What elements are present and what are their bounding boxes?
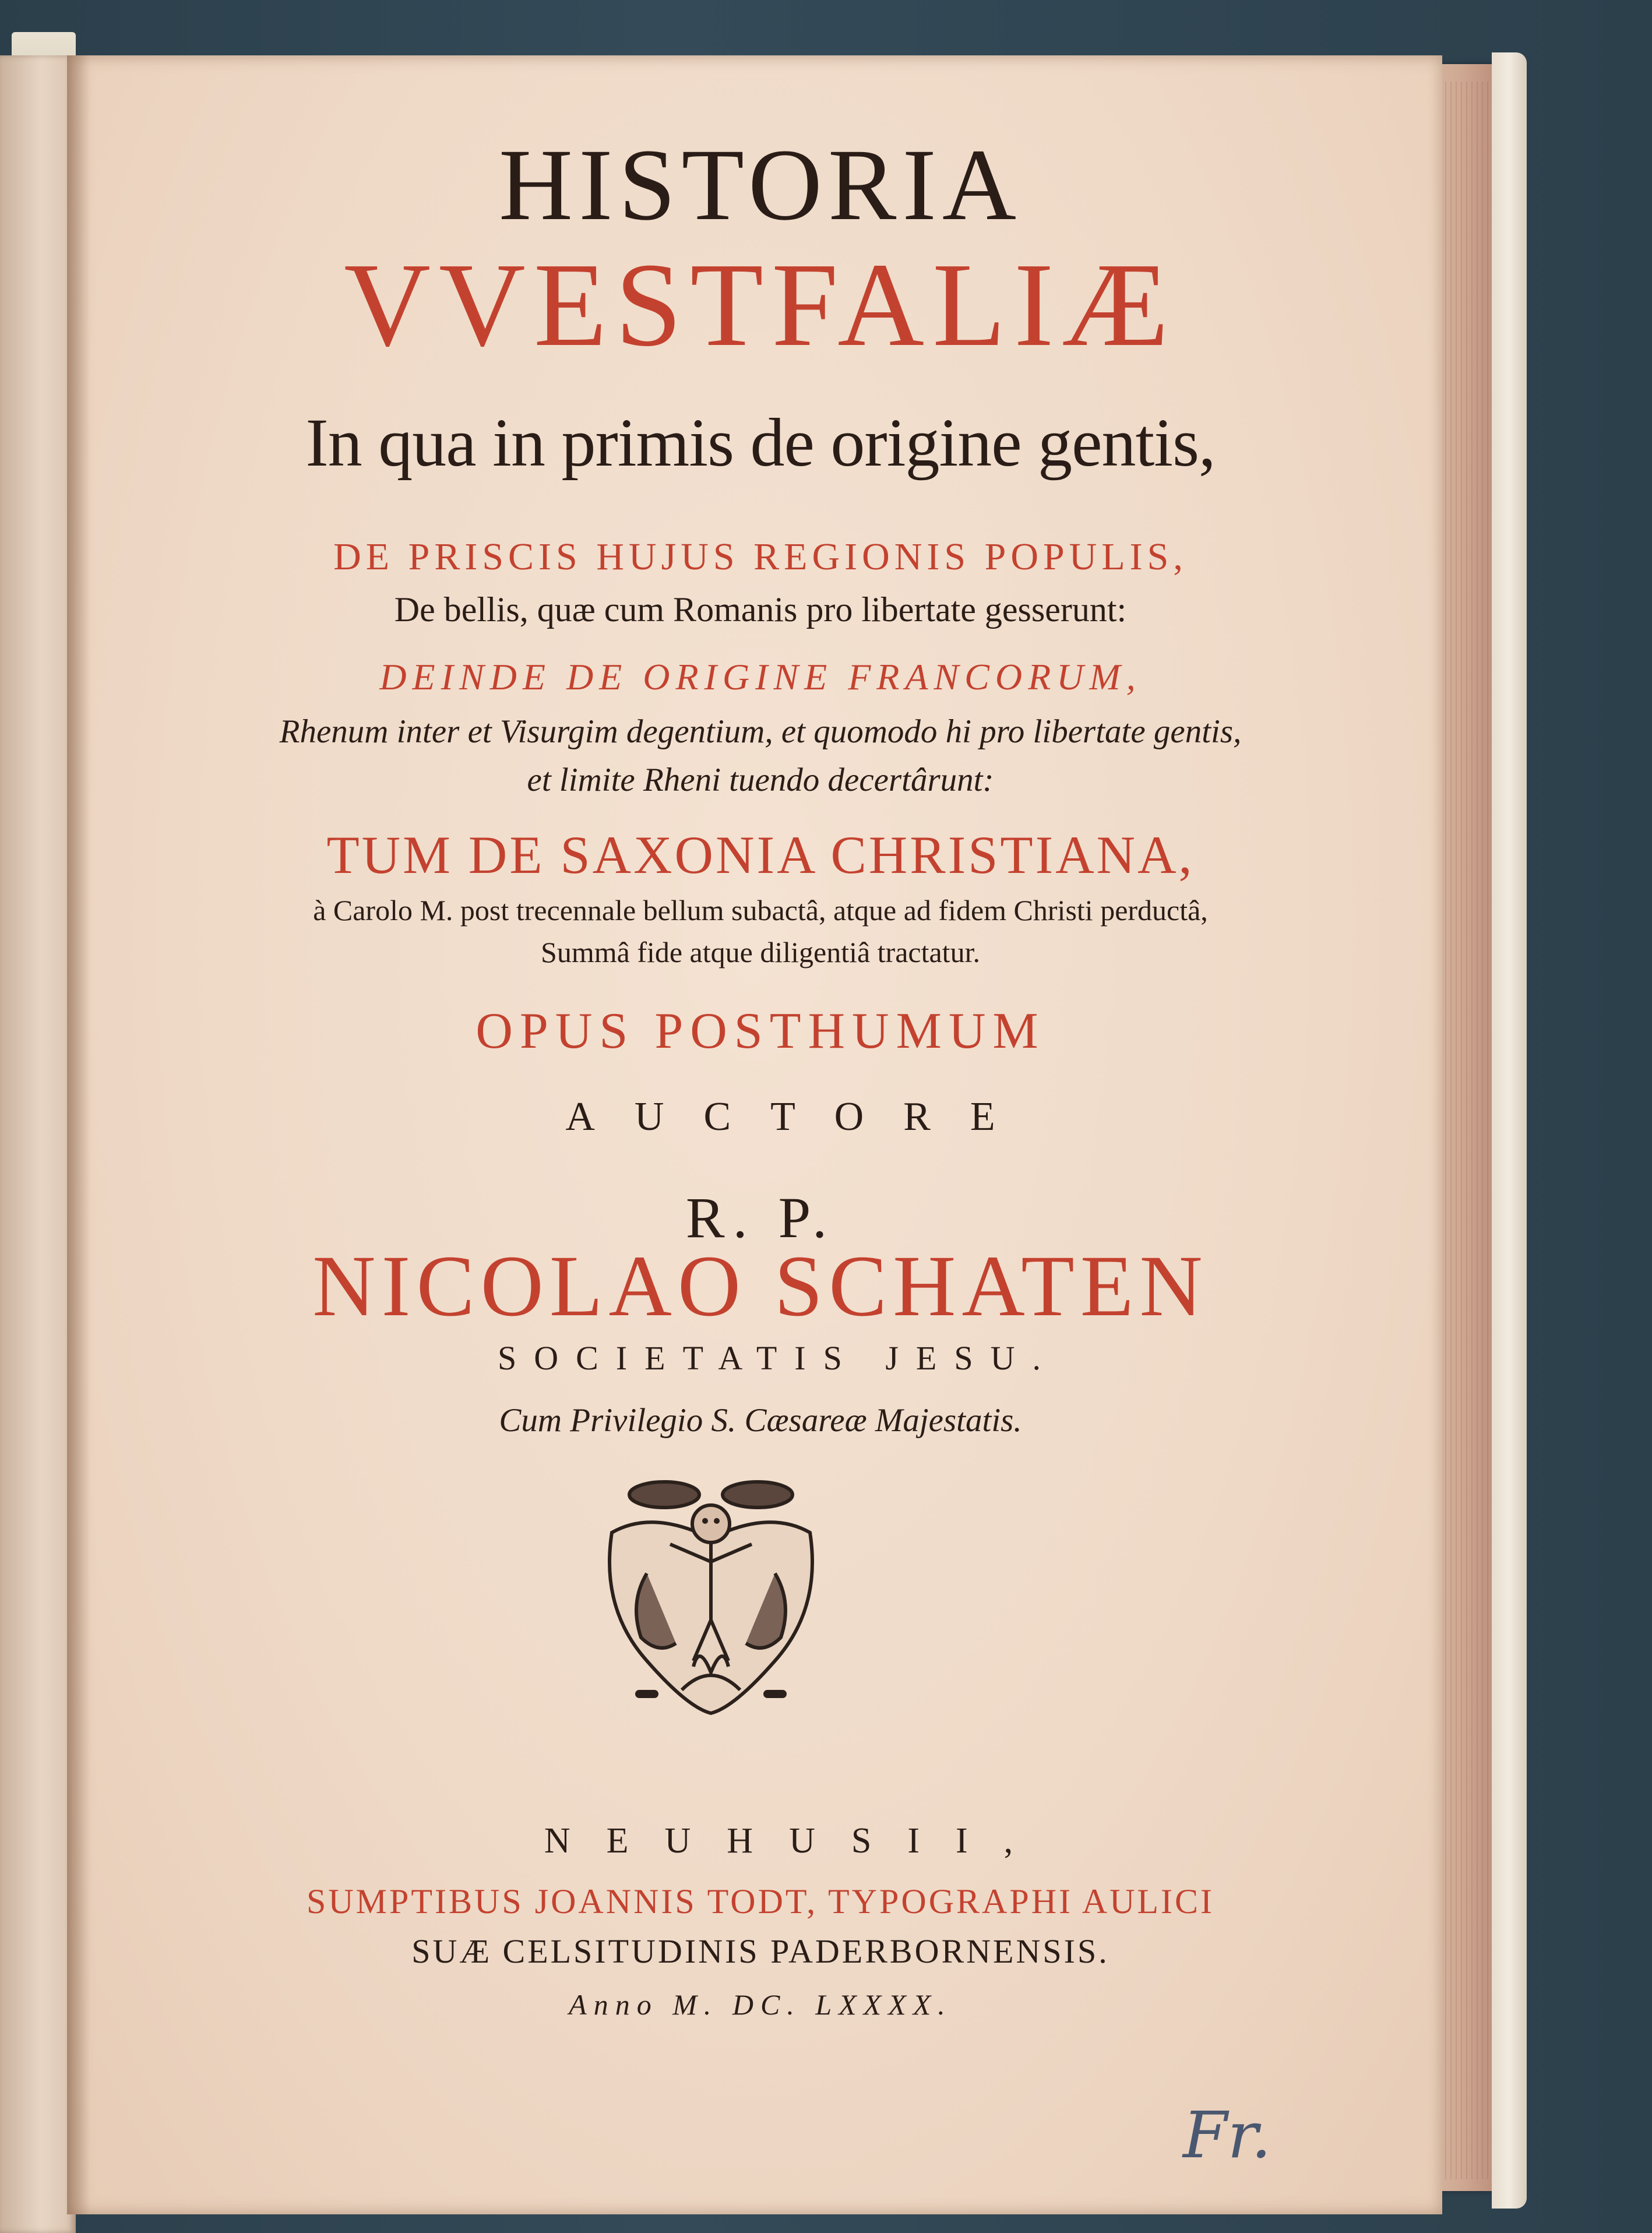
title-line-historia: HISTORIA bbox=[498, 128, 1023, 242]
left-page-edge bbox=[0, 55, 76, 2233]
manuscript-initial: Fr. bbox=[1183, 2098, 1271, 2172]
line-limite: et limite Rheni tuendo decertârunt: bbox=[527, 762, 994, 798]
line-deinde: DEINDE DE ORIGINE FRANCORUM, bbox=[379, 656, 1142, 698]
line-bellis: De bellis, quæ cum Romanis pro libertate gesserunt: bbox=[394, 590, 1127, 629]
subtitle: In qua in primis de origine gentis, bbox=[305, 404, 1216, 481]
privilege: Cum Privilegio S. Cæsareæ Majestatis. bbox=[499, 1402, 1022, 1439]
line-carolo: à Carolo M. post trecennale bellum subactâ, atque ad fidem Christi perductâ, bbox=[313, 894, 1208, 927]
author-name: NICOLAO SCHATEN bbox=[312, 1238, 1209, 1334]
woodcut-printers-mark-icon bbox=[577, 1468, 845, 1719]
opus-posthumum: OPUS POSTHUMUM bbox=[475, 1003, 1045, 1059]
line-rhenum: Rhenum inter et Visurgim degentium, et quomodo hi pro libertate gentis, bbox=[279, 713, 1242, 750]
gutter-shadow bbox=[67, 55, 90, 2214]
line-saxonia: TUM DE SAXONIA CHRISTIANA, bbox=[326, 825, 1195, 885]
vellum-cover-edge bbox=[1492, 52, 1527, 2209]
auctore: AUCTORE bbox=[565, 1094, 1035, 1139]
imprint-printer-line2: SUÆ CELSITUDINIS PADERBORNENSIS. bbox=[411, 1932, 1109, 1970]
imprint-printer: SUMPTIBUS JOANNIS TODT, TYPOGRAPHI AULICI bbox=[306, 1882, 1215, 1921]
title-line-westfaliae: VVESTFALIÆ bbox=[344, 238, 1177, 371]
line-summa: Summâ fide atque diligentiâ tractatur. bbox=[541, 936, 980, 968]
imprint-place: NEUHUSII, bbox=[544, 1821, 1049, 1861]
imprint-year: Anno M. DC. LXXXX. bbox=[569, 1988, 952, 2021]
line-priscis: DE PRISCIS HUJUS REGIONIS POPULIS, bbox=[333, 536, 1188, 578]
reverend-pater: R. P. bbox=[685, 1185, 836, 1250]
society: SOCIETATIS JESU. bbox=[498, 1339, 1058, 1377]
